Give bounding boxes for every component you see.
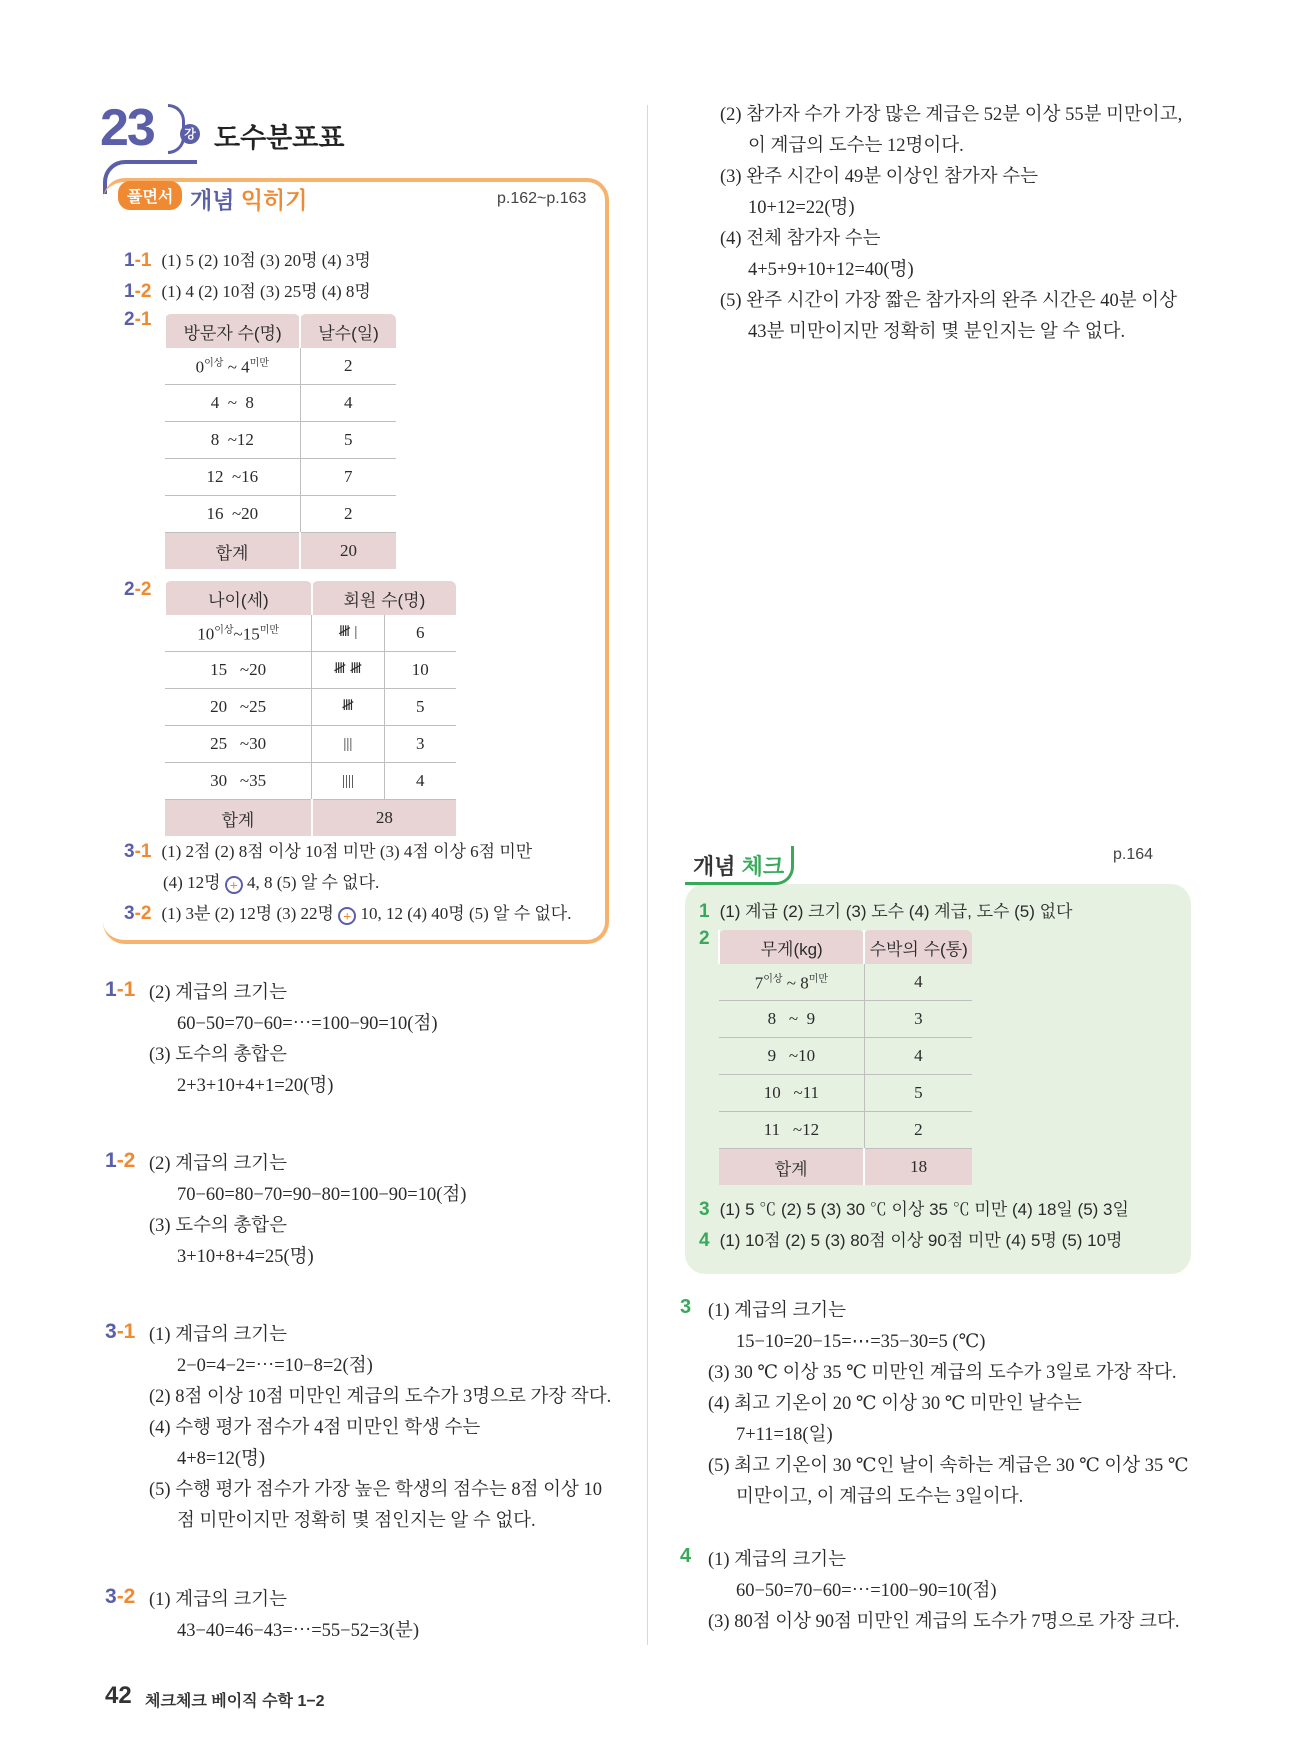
practice-page-ref: p.162~p.163 <box>497 190 587 207</box>
lesson-unit-badge: 강 <box>180 124 200 144</box>
table-row: 9 ~10 4 <box>719 1038 972 1075</box>
check-answer-3: 3 (1) 5 ℃ (2) 5 (3) 30 ℃ 이상 35 ℃ 미만 (4) 18일 (5) 3일 <box>699 1199 1129 1220</box>
lesson-number: 23 <box>100 99 154 157</box>
table-row: 20 ~25 𝍸 5 <box>165 689 456 726</box>
check-answer-1: 1 (1) 계급 (2) 크기 (3) 도수 (4) 계급, 도수 (5) 없다 <box>699 901 1073 922</box>
plus-circle-icon: + <box>338 907 356 925</box>
table-row: 15 ~20 𝍸 𝍸 10 <box>165 652 456 689</box>
page-number: 42 <box>105 1682 132 1709</box>
answer-1-2: 1-2 (1) 4 (2) 10점 (3) 25명 (4) 8명 <box>124 281 371 302</box>
check-table-2 <box>718 930 972 1185</box>
book-title: 체크체크 베이직 수학 1−2 <box>145 1693 325 1710</box>
table-row: $10^{이상}\sim 15^{미만}$ 𝍸 | 6 <box>165 615 456 652</box>
table-total-row: 합계 20 <box>165 533 396 570</box>
check-answer-4: 4 (1) 10점 (2) 5 (3) 80점 이상 90점 미만 (4) 5명 (5) 10명 <box>699 1230 1123 1251</box>
practice-badge: 풀면서 <box>118 181 182 210</box>
table-2-2 <box>164 581 456 836</box>
answer-3-1: 3-1 (1) 2점 (2) 8점 이상 10점 미만 (3) 4점 이상 6점 미만 <box>124 841 533 862</box>
table-row: 11 ~12 2 <box>719 1112 972 1149</box>
table-row: 16 ~20 2 <box>165 496 396 533</box>
lesson-title: 도수분포표 <box>214 123 345 153</box>
plus-circle-icon: + <box>225 876 243 894</box>
table-total-row: 합계 28 <box>165 800 456 837</box>
table-header: 회원 수(명) <box>312 581 456 615</box>
table-row: 4 ~ 8 4 <box>165 385 396 422</box>
table-header: 수박의 수(통) <box>864 930 972 964</box>
table-row: 8 ~ 9 3 <box>719 1001 972 1038</box>
table-row: 12 ~16 7 <box>165 459 396 496</box>
practice-title: 개념 익히기 <box>190 187 308 213</box>
check-answer-2-label: 2 <box>699 928 710 949</box>
table-header: 방문자 수(명) <box>165 314 300 348</box>
answer-1-1: 1-1 (1) 5 (2) 10점 (3) 20명 (4) 3명 <box>124 250 371 271</box>
table-row: 25 ~30 ||| 3 <box>165 726 456 763</box>
answer-2-2-label: 2-2 <box>124 579 152 600</box>
table-row: $7^{이상}$ ~ $8^{미만}$ 4 <box>719 964 972 1001</box>
table-total-row: 합계 18 <box>719 1149 972 1186</box>
table-header: 무게(kg) <box>719 930 864 964</box>
table-row: 30 ~35 |||| 4 <box>165 763 456 800</box>
table-header: 나이(세) <box>165 581 312 615</box>
table-2-1 <box>164 314 396 569</box>
answer-3-1-cont: (4) 12명 + 4, 8 (5) 알 수 없다. <box>163 873 380 894</box>
answer-3-2: 3-2 (1) 3분 (2) 12명 (3) 22명 + 10, 12 (4) 40명 (5) 알 수 없다. <box>124 903 572 925</box>
table-header: 날수(일) <box>300 314 396 348</box>
column-divider <box>647 105 648 1645</box>
table-row: 8 ~12 5 <box>165 422 396 459</box>
table-row: $0^{이상}$ ~ $4^{미만}$ 2 <box>165 348 396 385</box>
answer-2-1-label: 2-1 <box>124 309 152 330</box>
concept-check-title: 개념 체크 <box>693 854 785 879</box>
table-row: 10 ~11 5 <box>719 1075 972 1112</box>
check-page-ref: p.164 <box>1113 846 1154 863</box>
